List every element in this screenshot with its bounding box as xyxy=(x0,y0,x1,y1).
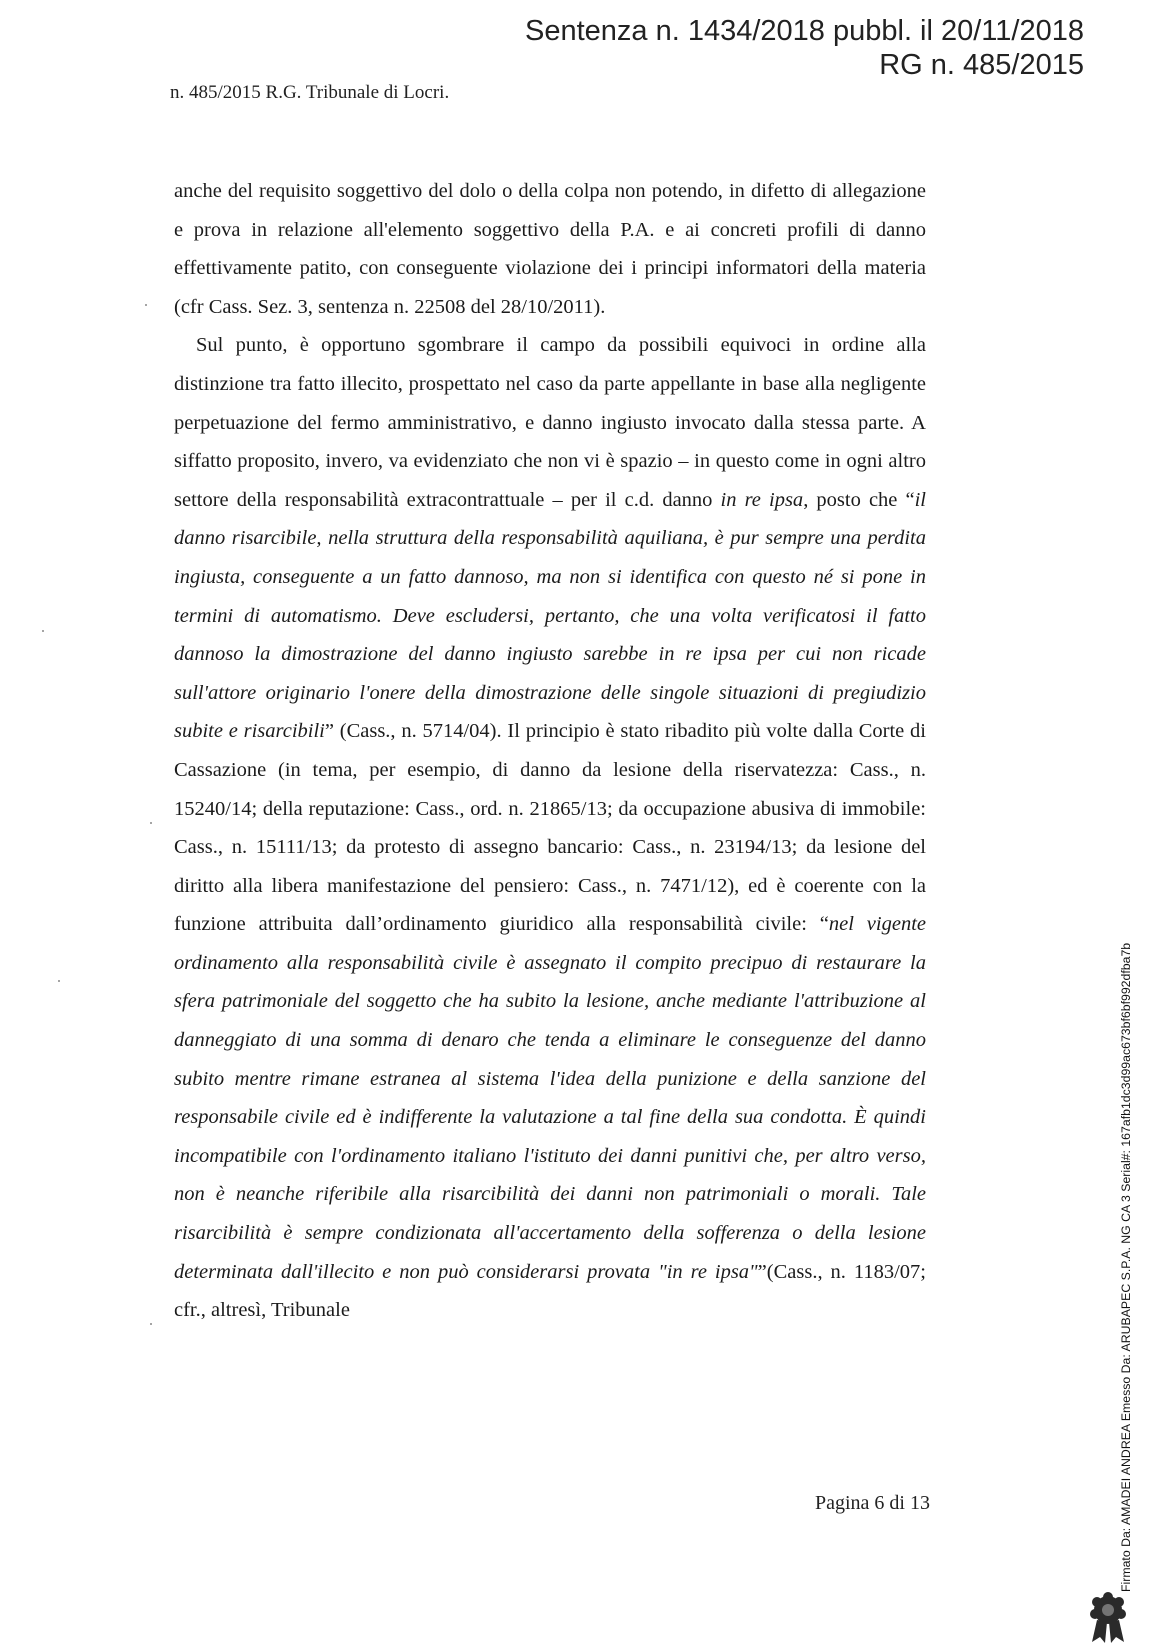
page-number: Pagina 6 di 13 xyxy=(815,1492,930,1514)
scan-speck xyxy=(42,630,44,632)
quotation: il danno risarcibile, nella struttura della responsabilità aquiliana, è pur sempre una perdita ingiusta, conseguente a un fatto dannoso, ma non si identifica con questo né si pone in termini di automatismo. Deve escludersi, pertanto, che una volta verificatosi il fatto dannoso la dimostrazione del danno ingiusto sarebbe in re ipsa per cui non ricade sull'attore originario l'onere della dimostrazione delle singole situazioni di pregiudizio subite e risarcibili xyxy=(174,488,927,743)
stamp-sentenza: Sentenza n. 1434/2018 pubbl. il 20/11/2018 xyxy=(525,15,1084,47)
scan-speck xyxy=(145,304,147,306)
digital-signature: Firmato Da: AMADEI ANDREA Emesso Da: ARUBAPEC S.P.A. NG CA 3 Serial#: 167afb1dc3d99ac673bf6bf992dfba7b xyxy=(1119,942,1133,1592)
stamp-rg: RG n. 485/2015 xyxy=(879,49,1084,81)
scan-speck xyxy=(150,822,152,824)
scan-speck xyxy=(150,1323,152,1325)
seal-icon xyxy=(1088,1592,1128,1644)
text-run: ” (Cass., n. 5714/04). Il principio è stato ribadito più volte dalla Corte di Cassazione (in tema, per esempio, di danno da lesione della riservatezza: Cass., n. 15240/14; della reputazione: Cass., ord. n. 21865/13; da occupazione abusiva di immobile: Cass., n. 15111/13; da protesto di assegno bancario: Cass., n. 23194/13; da lesione del diritto alla libera manifestazione del pensiero: Cass., n. 7471/12), ed è coerente con la funzione attribuita dall’ordinamento giuridico alla responsabilità civile: “ xyxy=(174,720,926,936)
document-body xyxy=(174,172,926,1330)
paragraph xyxy=(174,326,926,1329)
quotation: nel vigente ordinamento alla responsabilità civile è assegnato il compito precipuo di restaurare la sfera patrimoniale del soggetto che ha subito la lesione, anche mediante l'attribuzione al danneggiato di una somma di denaro che tenda a eliminare le conseguenze del danno subito mentre rimane estranea al sistema l'idea della punizione e della sanzione del responsabile civile ed è indifferente la valutazione a tal fine della sua condotta. È quindi incompatibile con l'ordinamento italiano l'istituto dei danni punitivi che, per altro verso, non è neanche riferibile alla risarcibilità dei danni non patrimoniali o morali. Tale risarcibilità è sempre condizionata all'accertamento della sofferenza o della lesione determinata dall'illecito e non può considerarsi provata "in re ipsa" xyxy=(174,913,926,1283)
italic-run: in re ipsa xyxy=(720,488,804,511)
publication-stamp xyxy=(525,14,1084,82)
scan-speck xyxy=(58,980,60,982)
text-run: , posto che “ xyxy=(803,488,915,511)
document-header: n. 485/2015 R.G. Tribunale di Locri. xyxy=(170,82,450,103)
paragraph: anche del requisito soggettivo del dolo o della colpa non potendo, in difetto di allegazione e prova in relazione all'elemento soggettivo della P.A. e ai concreti profili di danno effettivamente patito, con conseguente violazione dei i principi informatori della materia (cfr Cass. Sez. 3, sentenza n. 22508 del 28/10/2011). xyxy=(174,180,926,318)
text-run: ”(Cass., n. 1183/07; cfr., altresì, Tribunale xyxy=(174,1260,926,1322)
text-run: Sul punto, è opportuno sgombrare il campo da possibili equivoci in ordine alla distinzione tra fatto illecito, prospettato nel caso da parte appellante in base alla negligente perpetuazione del fermo amministrativo, e danno ingiusto invocato dalla stessa parte. A siffatto proposito, invero, va evidenziato che non vi è spazio – in questo come in ogni altro settore della responsabilità extracontrattuale – per il c.d. danno xyxy=(174,334,926,511)
